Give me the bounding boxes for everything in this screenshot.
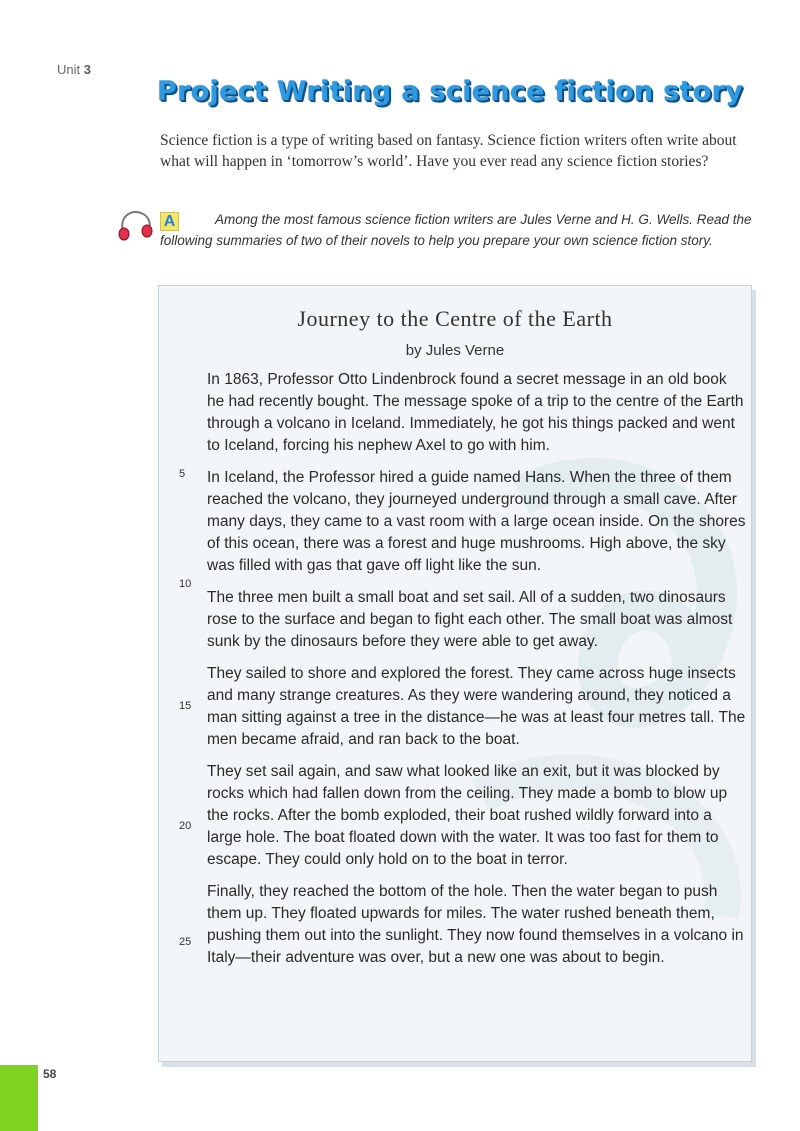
headphones-icon[interactable]	[113, 207, 155, 243]
page-number: 58	[43, 1067, 57, 1081]
story-box	[158, 285, 752, 1062]
story-paragraph-5: They set sail again, and saw what looked like an exit, but it was blocked by rocks which had fallen down from the ceiling. They made a bomb to blow up the rocks. After the bomb exploded, their boat rushed wildly forward into a large hole. The boat floated down with the water. It was too fast for them to escape. They could only hold on to the boat in terror.	[207, 763, 728, 868]
story-paragraph-2: In Iceland, the Professor hired a guide named Hans. When the three of them reached the volcano, they journeyed underground through a small cave. After many days, they came to a vast room with a large ocean inside. On the shores of this ocean, there was a forest and huge mushrooms. High above, the sky was filled with gas that gave off light like the sun.	[207, 469, 746, 574]
task-text: Among the most famous science fiction writers are Jules Verne and H. G. Wells. Read the following summaries of two of their novels to help you prepare your own science fiction story.	[160, 212, 752, 248]
page-corner-tab	[0, 1065, 38, 1131]
unit-label	[57, 62, 91, 77]
story-paragraph-3: The three men built a small boat and set sail. All of a sudden, two dinosaurs rose to the surface and began to fight each other. The small boat was almost sunk by the dinosaurs before they were able to get away.	[207, 589, 733, 650]
story-body	[207, 369, 747, 979]
unit-number: 3	[83, 62, 91, 77]
line-number-5: 5	[179, 468, 186, 480]
story-title: Journey to the Centre of the Earth	[297, 306, 613, 331]
line-number-15: 15	[179, 700, 192, 712]
unit-word: Unit	[57, 62, 81, 77]
story-paragraph-4: They sailed to shore and explored the forest. They came across huge insects and many strange creatures. As they were wandering around, they noticed a man sitting against a tree in the distance—he was at least four metres tall. The men became afraid, and ran back to the boat.	[207, 665, 746, 748]
task-letter-badge: A	[160, 212, 179, 231]
story-paragraph-6: Finally, they reached the bottom of the hole. Then the water began to push them up. They floated upwards for miles. The water rushed beneath them, pushing them out into the sunlight. They now found themselves in a volcano in Italy—their adventure was over, but a new one was about to begin.	[207, 883, 744, 966]
page-title: Project Writing a science fiction story	[157, 76, 744, 107]
line-number-10: 10	[179, 578, 192, 590]
story-paragraph-1: In 1863, Professor Otto Lindenbrock found a secret message in an old book he had recently bought. The message spoke of a trip to the centre of the Earth through a volcano in Iceland. Immediately, he got his things packed and went to Iceland, forcing his nephew Axel to go with him.	[207, 371, 744, 454]
line-number-20: 20	[179, 820, 192, 832]
line-number-25: 25	[179, 936, 192, 948]
intro-paragraph: Science fiction is a type of writing based on fantasy. Science fiction writers often write about what will happen in ‘tomorrow’s world’. Have you ever read any science fiction stories?	[160, 132, 737, 170]
task-instructions	[160, 210, 770, 251]
story-author: by Jules Verne	[405, 342, 505, 359]
